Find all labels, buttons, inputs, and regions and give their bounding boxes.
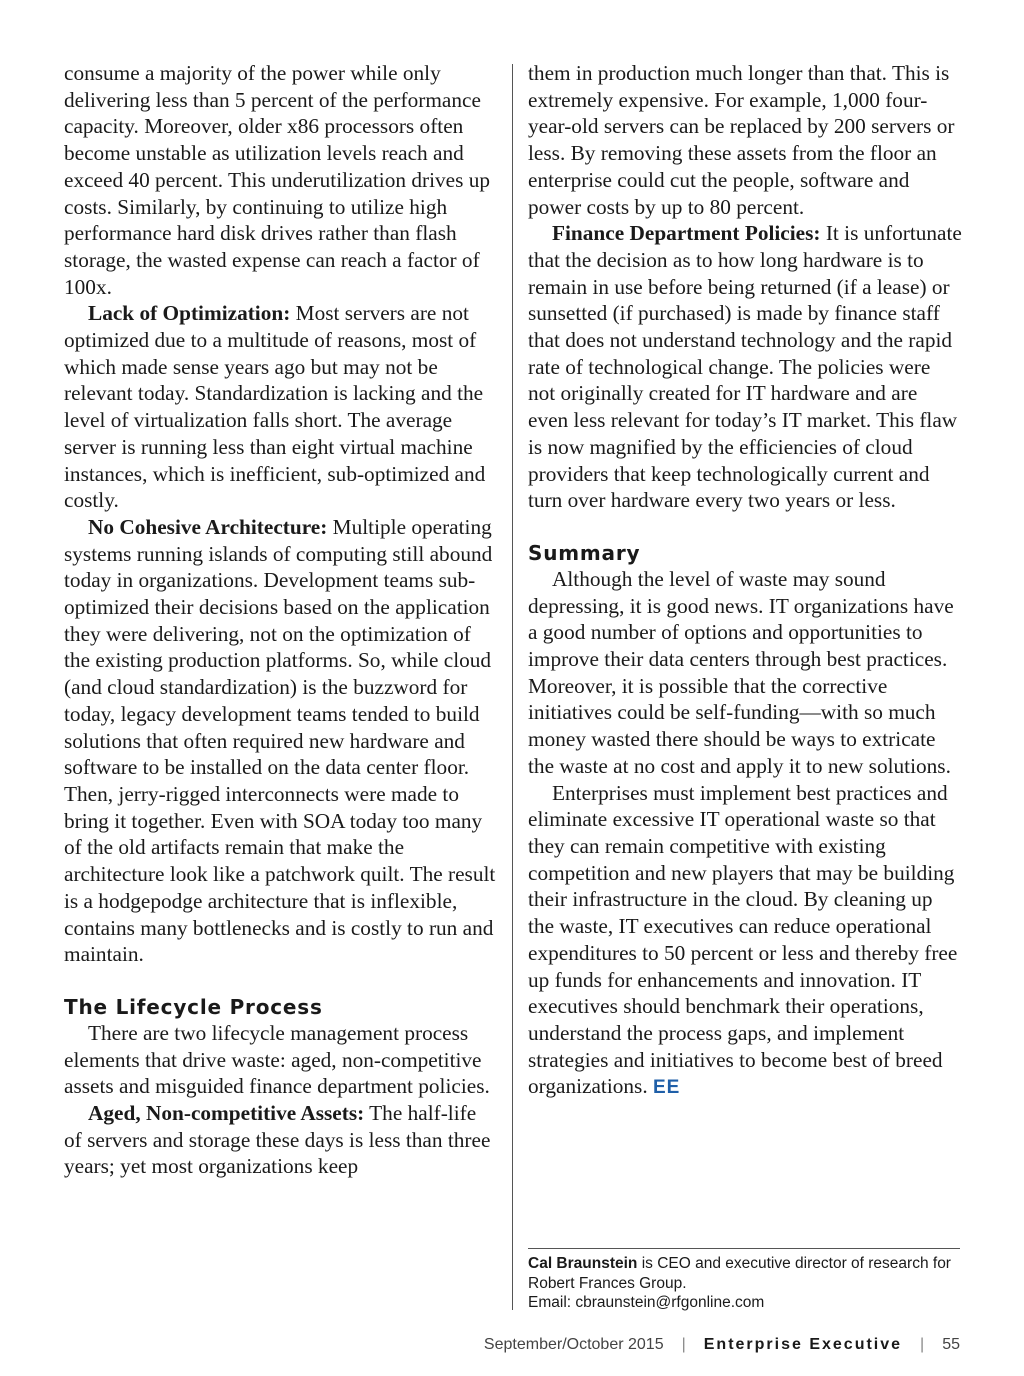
paragraph	[528, 780, 962, 1102]
paragraph-body: Multiple operating systems running islands of computing still abound today in organizations. Development teams sub-optimized their decisions based on the application they were delivering, not on the optimization of the existing production platforms. So, while cloud (and cloud standardization) is the buzzword for today, legacy development teams tended to build solutions that often required new hardware and software to be installed on the data center floor. Then, jerry-rigged interconnects were made to bring it together. Even with SOA today too many of the old artifacts remain that make the architecture look like a patchwork quilt. The result is a hodgepodge architecture that is inflexible, contains many bottlenecks and is costly to run and maintain.	[64, 514, 496, 967]
paragraph	[64, 514, 498, 968]
run-in-heading: No Cohesive Architecture:	[88, 514, 328, 539]
paragraph	[528, 220, 962, 514]
paragraph: consume a majority of the power while only delivering less than 5 percent of the performance capacity. Moreover, older x86 processors often become unstable as utilization levels reach and exceed 40 percent. This underutilization drives up costs. Similarly, by continuing to utilize high performance hard disk drives rather than flash storage, the wasted expense can reach a factor of 100x.	[64, 61, 490, 299]
paragraph-body: Enterprises must implement best practices and eliminate excessive IT operational waste so that they can remain competitive with existing competition and new players that may be building their infrastructure in the cloud. By cleaning up the waste, IT executives can reduce operational expenditures to 50 percent or less and thereby free up funds for enhancements and innovation. IT executives should benchmark their operations, understand the process gaps, and implement strategies and initiatives to become best of breed organizations.	[528, 780, 958, 1099]
footer-separator: |	[681, 1336, 686, 1353]
page-footer	[0, 1336, 960, 1354]
bio-text	[528, 1254, 960, 1293]
paragraph-body: The half-life of servers and storage these days is less than three years; yet most organizations keep	[64, 1101, 491, 1179]
magazine-title: Enterprise Executive	[703, 1336, 903, 1353]
paragraph-body: Most servers are not optimized due to a multitude of reasons, most of which made sense years ago but may not be relevant today. Standardization is lacking and the level of virtualization falls short. The average server is running less than eight virtual machine instances, which is inefficient, sub-optimized and costly.	[64, 301, 486, 513]
column-divider	[512, 64, 513, 1310]
paragraph: them in production much longer than that. This is extremely expensive. For example, 1,000 four-year-old servers can be replaced by 200 servers or less. By removing these assets from the floor an enterprise could cut the people, software and power costs by up to 80 percent.	[528, 61, 955, 219]
section-heading: The Lifecycle Process	[64, 994, 323, 1019]
page-number: 55	[942, 1336, 960, 1353]
right-column	[528, 60, 962, 1102]
run-in-heading: Aged, Non-competitive Assets:	[88, 1101, 365, 1126]
author-description: is CEO and executive director of research for Robert Frances Group.	[528, 1255, 951, 1292]
paragraph: Although the level of waste may sound depressing, it is good news. IT organizations have a good number of options and opportunities to improve their data centers through best practices. Moreover, it is possible that the corrective initiatives could be self-funding—with so much money wasted there should be ways to extricate the waste at no cost and apply it to new solutions.	[528, 566, 954, 778]
run-in-heading: Lack of Optimization:	[88, 301, 291, 326]
issue-date: September/October 2015	[483, 1336, 664, 1353]
author-email: Email: cbraunstein@rfgonline.com	[528, 1294, 765, 1311]
author-bio	[528, 1248, 960, 1313]
left-column	[64, 60, 498, 1180]
paragraph-body: It is unfortunate that the decision as to how long hardware is to remain in use before being returned (if a lease) or sunsetted (if purchased) is made by finance staff that does not understand technology and the rapid rate of technological change. The policies were not originally created for IT hardware and are even less relevant for today’s IT market. This flaw is now magnified by the efficiencies of cloud providers that keep technologically current and turn over hardware every two years or less.	[528, 221, 962, 513]
run-in-heading: Finance Department Policies:	[552, 221, 821, 246]
paragraph	[64, 1100, 498, 1180]
end-mark-logo: EE	[653, 1077, 681, 1099]
paragraph: There are two lifecycle management process elements that drive waste: aged, non-competitive assets and misguided finance department policies.	[64, 1020, 490, 1099]
section-heading: Summary	[528, 540, 641, 565]
author-name: Cal Braunstein	[528, 1255, 638, 1272]
footer-separator: |	[920, 1336, 925, 1353]
paragraph	[64, 300, 498, 514]
